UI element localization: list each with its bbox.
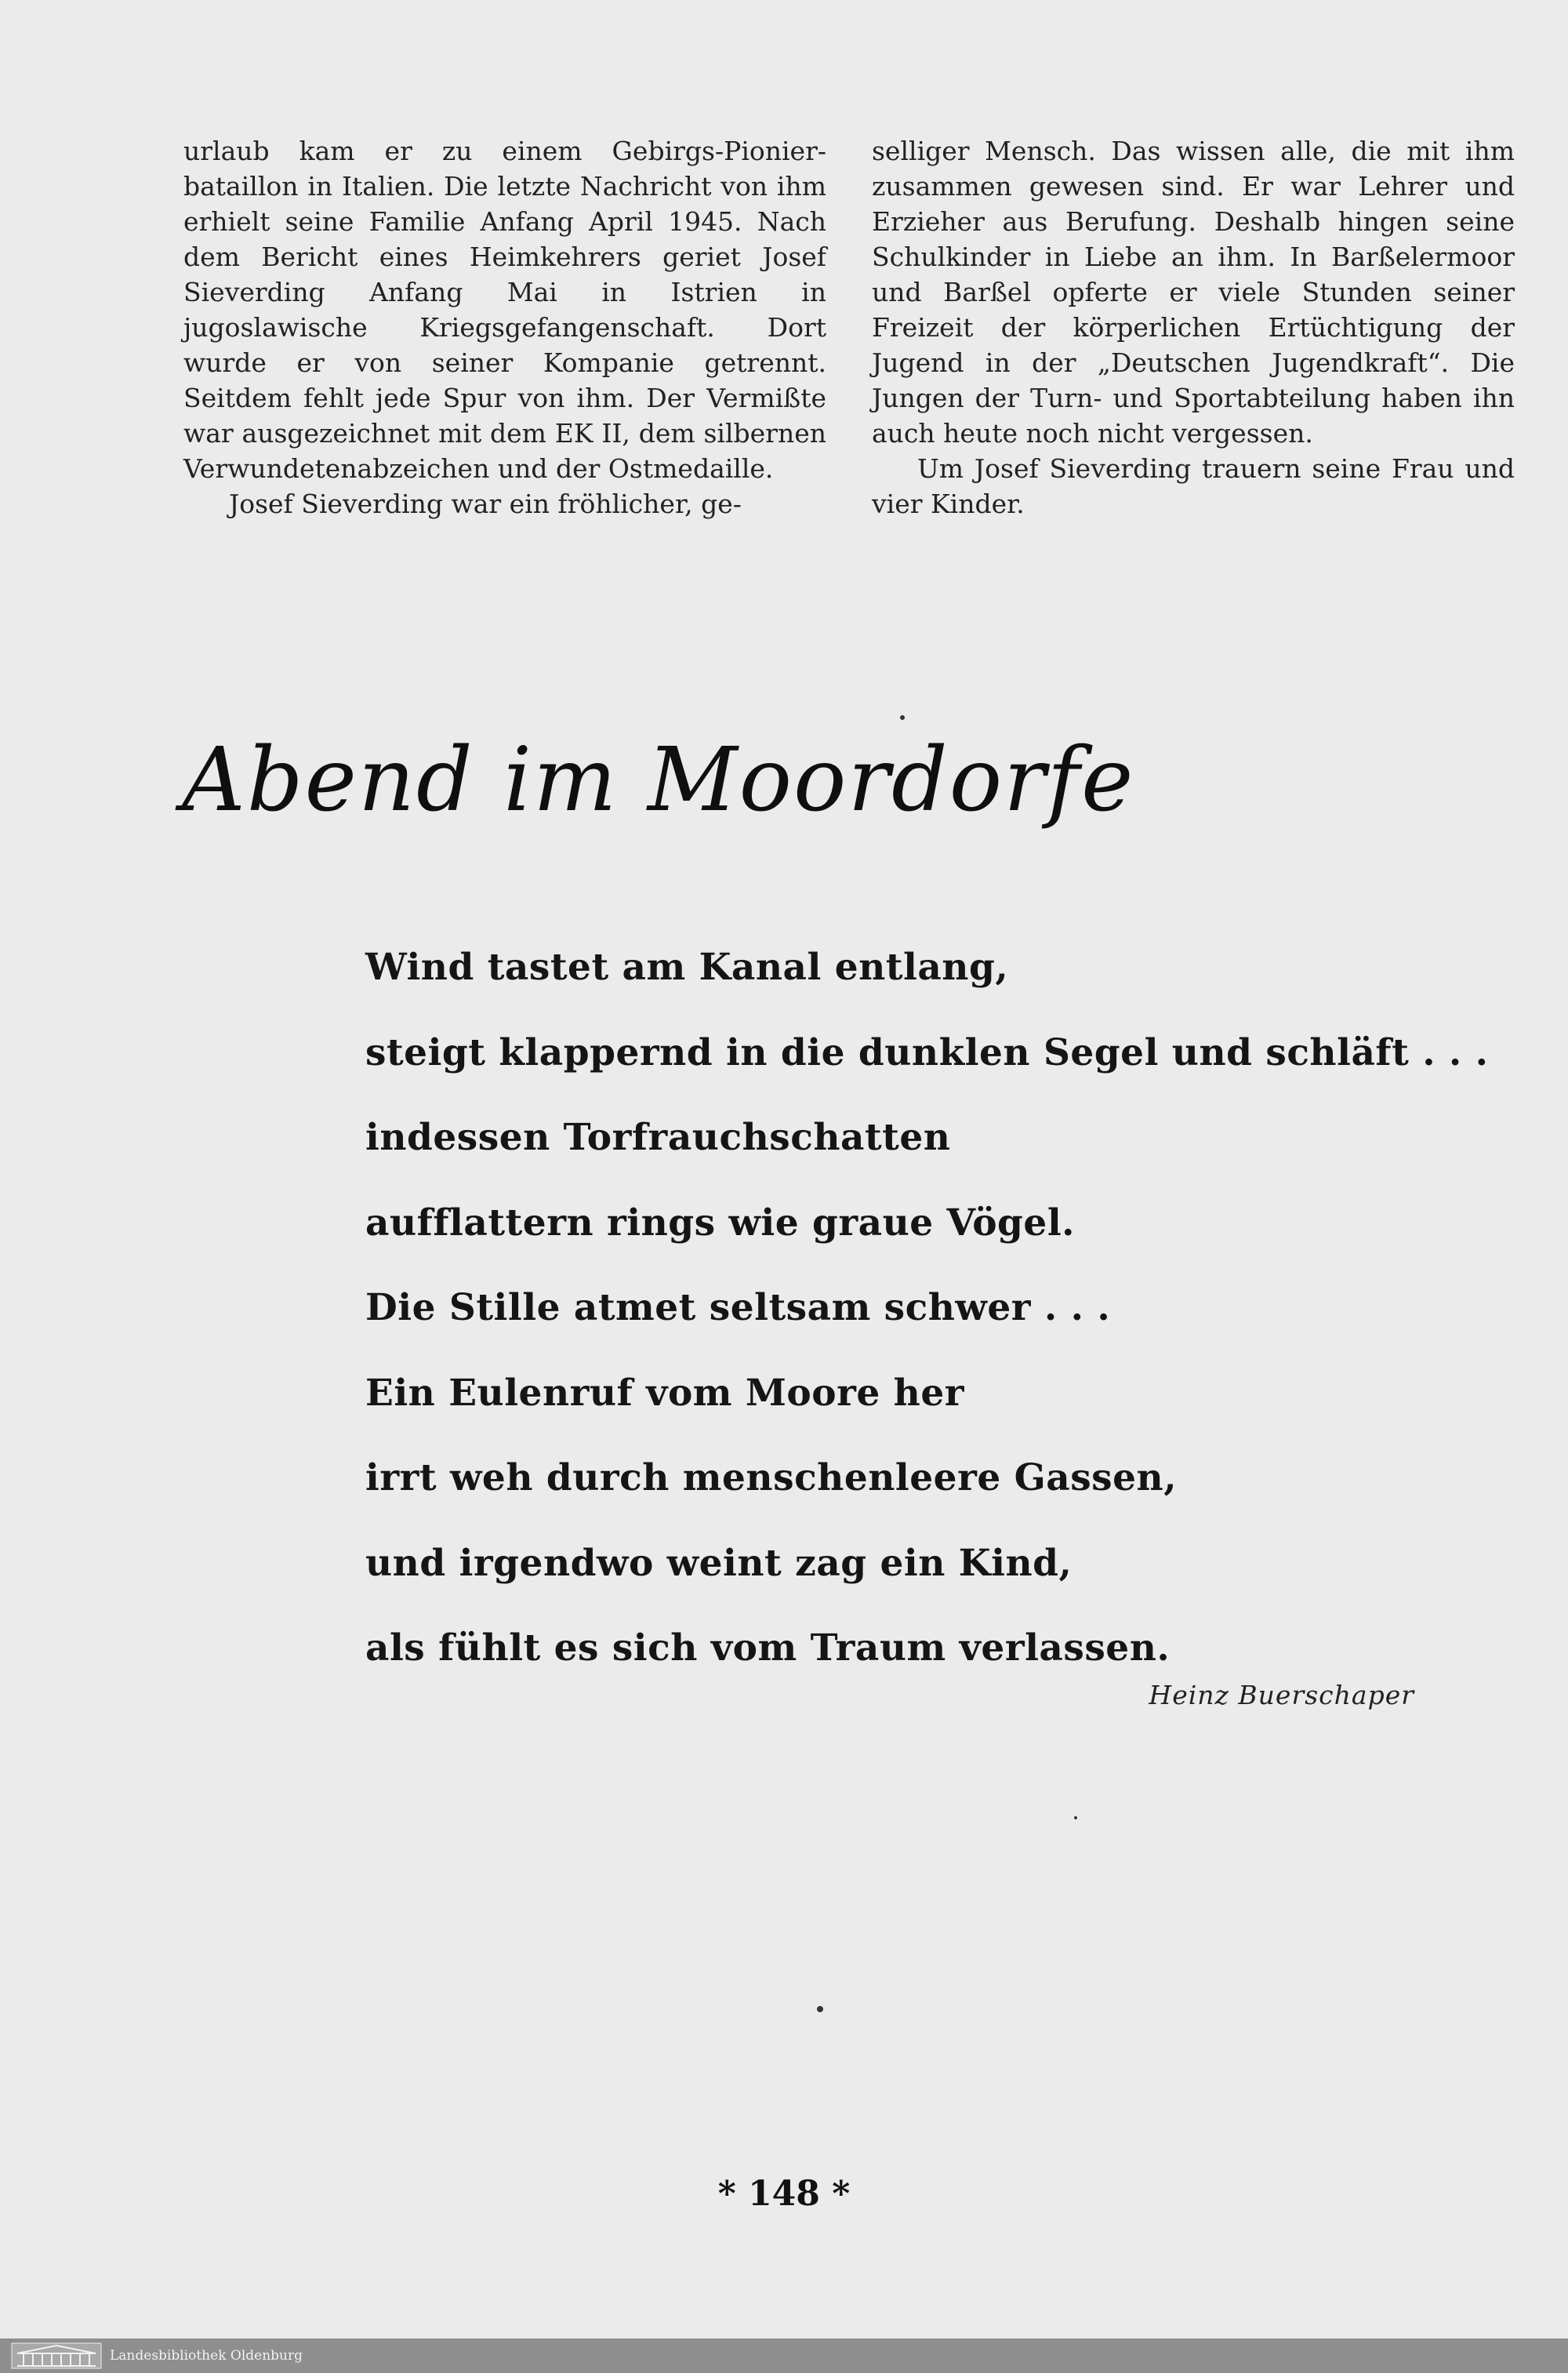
- article-paragraph: selliger Mensch. Das wissen alle, die mit ihm zusammen gewesen sind. Er war Lehrer und Erzieher aus Berufung. Deshalb hingen seine Schulkinder in Liebe an ihm. In Barßelermoor und Barßel opferte er viele Stunden seiner Freizeit der körperlichen Ertüchtigung der Jugend in der „Deutschen Jugendkraft“. Die Jungen der Turn- und Sportabteilung haben ihn auch heute noch nicht vergessen.: [872, 136, 1515, 449]
- poem-line: Wind tastet am Kanal entlang,: [365, 946, 1009, 989]
- poem-body: [365, 925, 1489, 1692]
- poem-line: irrt weh durch menschenleere Gassen,: [365, 1456, 1178, 1499]
- article-right-column: [872, 133, 1515, 521]
- article-paragraph: Um Josef Sieverding trauern seine Frau und vier Kinder.: [872, 453, 1515, 519]
- poem-line: Ein Eulenruf vom Moore her: [365, 1371, 964, 1415]
- library-footer-bar: [0, 2338, 1568, 2373]
- poem-line: indessen Torfrauchschatten: [365, 1116, 951, 1159]
- poem-line: als fühlt es sich vom Traum verlassen.: [365, 1626, 1171, 1670]
- poem-line: aufflattern rings wie graue Vögel.: [365, 1201, 1076, 1245]
- poem-line: und irgendwo weint zag ein Kind,: [365, 1541, 1073, 1585]
- poem-line: steigt klappernd in die dunklen Segel und schläft . . .: [365, 1030, 1489, 1074]
- library-building-icon: [11, 2342, 102, 2369]
- library-name: Landesbibliothek Oldenburg: [110, 2348, 303, 2364]
- print-speck: [817, 2006, 823, 2012]
- article-paragraph: Josef Sieverding war ein fröhlicher, ge-: [229, 489, 742, 519]
- print-speck: [900, 715, 905, 720]
- poem-author: Heinz Buerschaper: [1149, 1680, 1414, 1710]
- article-paragraph: urlaub kam er zu einem Gebirgs-Pionier-bataillon in Italien. Die letzte Nachricht von ihm erhielt seine Familie Anfang April 1945. Nach dem Bericht eines Heimkehrers geriet Josef Sieverding Anfang Mai in Istrien in jugoslawische Kriegsgefangenschaft. Dort wurde er von seiner Kompanie getrennt. Seitdem fehlt jede Spur von ihm. Der Vermißte war ausgezeichnet mit dem EK II, dem silbernen Verwundetenabzeichen und der Ostmedaille.: [183, 136, 826, 484]
- poem-title: Abend im Moordorfe: [182, 729, 1135, 831]
- print-speck: [1074, 1816, 1077, 1819]
- page-number: * 148 *: [717, 2174, 851, 2214]
- article-left-column: [183, 133, 826, 521]
- poem-line: Die Stille atmet seltsam schwer . . .: [365, 1286, 1111, 1329]
